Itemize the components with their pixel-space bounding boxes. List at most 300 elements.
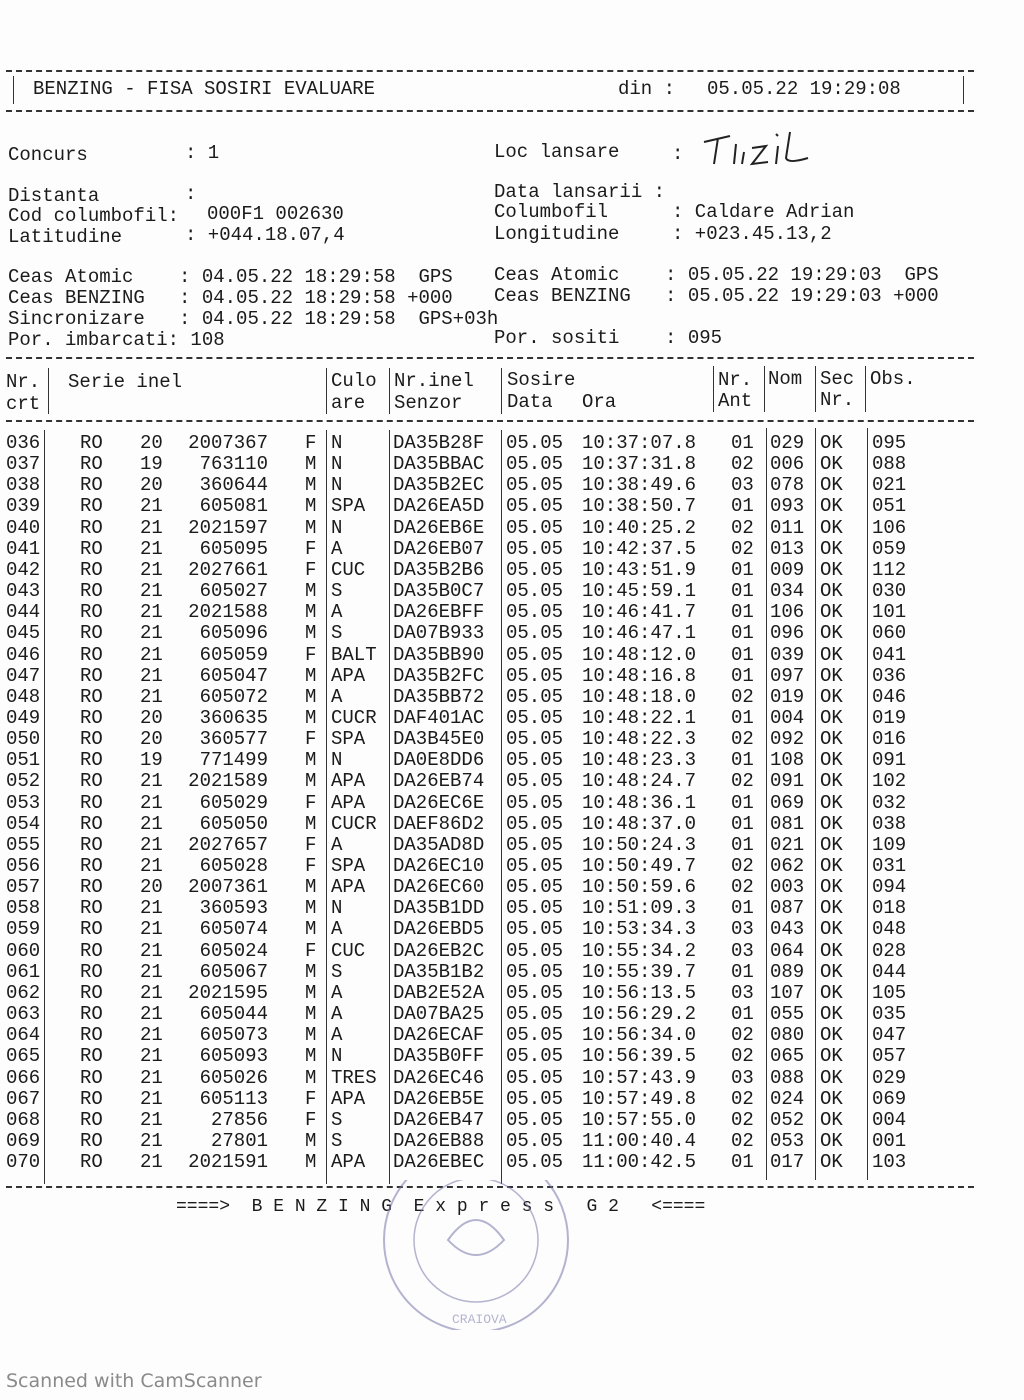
cell-yr: 21 <box>140 643 163 666</box>
col-data: Data <box>507 391 553 413</box>
cell-sec: OK <box>820 960 843 983</box>
cell-time: 10:56:39.5 <box>582 1045 697 1068</box>
cell-ring: 605095 <box>199 537 268 560</box>
cell-sec: OK <box>820 537 843 560</box>
cell-nr: 049 <box>6 706 41 729</box>
cell-ring: 605073 <box>199 1024 268 1047</box>
cell-obs: 059 <box>872 537 907 560</box>
cell-nom: 029 <box>770 432 805 454</box>
cell-yr: 21 <box>140 601 163 624</box>
cell-date: 05.05 <box>506 495 564 518</box>
cell-ring: 763110 <box>199 453 268 476</box>
cell-nom: 003 <box>770 876 805 899</box>
cell-nr: 040 <box>6 516 41 539</box>
table-row <box>0 981 1000 1005</box>
cell-ring: 605093 <box>199 1045 268 1068</box>
cell-date: 05.05 <box>506 558 564 581</box>
cell-time: 10:53:34.3 <box>582 918 697 941</box>
cell-nr: 037 <box>6 453 41 476</box>
cell-nr: 059 <box>6 918 41 941</box>
loc-lansare-colon: : <box>672 143 684 165</box>
cell-ring: 605044 <box>199 1003 268 1026</box>
cell-nr: 045 <box>6 622 41 645</box>
cell-time: 10:48:24.7 <box>582 770 697 793</box>
cell-sec: OK <box>820 876 843 899</box>
cell-time: 10:56:29.2 <box>582 1003 697 1026</box>
cell-ring: 605024 <box>199 939 268 962</box>
cell-ctry: RO <box>80 1129 103 1152</box>
cell-ring: 2021588 <box>188 601 268 624</box>
sync-line: Sincronizare : 04.05.22 18:29:58 GPS+03h <box>8 308 499 330</box>
cell-color: APA <box>331 664 366 687</box>
cell-sec: OK <box>820 622 843 645</box>
cell-sex: M <box>305 706 317 729</box>
cell-time: 10:55:39.7 <box>582 960 697 983</box>
body-bar-4 <box>501 430 502 1184</box>
cell-sec: OK <box>820 749 843 772</box>
cell-time: 10:46:47.1 <box>582 622 697 645</box>
cell-nr: 036 <box>6 432 41 454</box>
cell-sec: OK <box>820 558 843 581</box>
cell-nr: 062 <box>6 981 41 1004</box>
cell-nr: 044 <box>6 601 41 624</box>
cell-color: A <box>331 601 343 624</box>
col-obs: Obs. <box>870 368 916 390</box>
cell-yr: 20 <box>140 728 163 751</box>
cell-time: 10:37:31.8 <box>582 453 697 476</box>
cell-yr: 21 <box>140 622 163 645</box>
cell-ctry: RO <box>80 1003 103 1026</box>
cell-color: A <box>331 833 343 856</box>
cell-ant: 02 <box>731 876 754 899</box>
cell-sensor: DA35BB72 <box>393 685 485 708</box>
cell-nom: 019 <box>770 685 805 708</box>
cell-sensor: DA35AD8D <box>393 833 485 856</box>
cell-nom: 039 <box>770 643 805 666</box>
cell-date: 05.05 <box>506 855 564 877</box>
cell-sensor: DA35BBAC <box>393 453 485 476</box>
cell-ctry: RO <box>80 939 103 962</box>
cell-nr: 067 <box>6 1087 41 1110</box>
cell-nr: 068 <box>6 1108 41 1131</box>
cell-sex: F <box>305 855 317 877</box>
cell-sensor: DA35B2EC <box>393 474 485 497</box>
cell-sensor: DA35B2B6 <box>393 558 485 581</box>
cell-ring: 605047 <box>199 664 268 687</box>
cell-time: 10:51:09.3 <box>582 897 697 920</box>
cell-yr: 20 <box>140 876 163 899</box>
table-row <box>0 1108 1000 1132</box>
table-row <box>0 537 1000 561</box>
cell-ant: 03 <box>731 1066 754 1089</box>
cell-sec: OK <box>820 706 843 729</box>
cell-ctry: RO <box>80 495 103 518</box>
table-row <box>0 751 1000 772</box>
table-row <box>0 920 1000 941</box>
cell-time: 10:48:22.1 <box>582 706 697 729</box>
cell-time: 10:48:16.8 <box>582 664 697 687</box>
cell-sex: M <box>305 1045 317 1068</box>
cell-color: CUC <box>331 558 366 581</box>
cell-yr: 21 <box>140 1024 163 1047</box>
hdr-bar-4 <box>501 368 502 414</box>
cell-yr: 21 <box>140 812 163 835</box>
cell-sec: OK <box>820 1003 843 1026</box>
body-bar-2 <box>326 430 327 1184</box>
clock-atomic-end: Ceas Atomic : 05.05.22 19:29:03 GPS <box>494 264 939 286</box>
cell-nom: 093 <box>770 495 805 518</box>
top-dashed-line <box>6 70 974 72</box>
cell-date: 05.05 <box>506 728 564 751</box>
cell-sec: OK <box>820 1129 843 1152</box>
table-row <box>0 899 1000 920</box>
cell-sex: F <box>305 791 317 814</box>
embarked-count: Por. imbarcati: 108 <box>8 329 225 351</box>
cell-yr: 21 <box>140 1045 163 1068</box>
cell-time: 10:46:41.7 <box>582 601 697 624</box>
table-row <box>0 1129 1000 1153</box>
cell-ant: 02 <box>731 1108 754 1131</box>
hdr-bar-1 <box>48 368 49 414</box>
cell-ant: 01 <box>731 622 754 645</box>
cell-date: 05.05 <box>506 1151 564 1174</box>
cell-sensor: DA26EC10 <box>393 855 485 877</box>
cell-sec: OK <box>820 1151 843 1174</box>
hdr-bar-3 <box>389 368 390 414</box>
cell-nom: 065 <box>770 1045 805 1068</box>
cell-nom: 004 <box>770 706 805 729</box>
cell-time: 10:57:43.9 <box>582 1066 697 1089</box>
cell-ant: 02 <box>731 770 754 793</box>
cell-sex: M <box>305 516 317 539</box>
cell-sex: M <box>305 664 317 687</box>
cell-ctry: RO <box>80 706 103 729</box>
cell-yr: 21 <box>140 981 163 1004</box>
table-row <box>0 476 1000 497</box>
cell-yr: 21 <box>140 558 163 581</box>
cell-ctry: RO <box>80 1087 103 1110</box>
cell-ctry: RO <box>80 432 103 454</box>
cell-time: 10:40:25.2 <box>582 516 697 539</box>
cell-sec: OK <box>820 685 843 708</box>
cell-ant: 02 <box>731 453 754 476</box>
table-row <box>0 1087 1000 1111</box>
table-row <box>0 1153 1000 1174</box>
report-date-value: 05.05.22 19:29:08 <box>707 78 901 100</box>
cell-date: 05.05 <box>506 791 564 814</box>
cell-color: CUC <box>331 939 366 962</box>
cell-color: CUCR <box>331 812 377 835</box>
cell-color: A <box>331 537 343 560</box>
cell-date: 05.05 <box>506 474 564 497</box>
table-row <box>0 582 1000 603</box>
cell-ant: 02 <box>731 1087 754 1110</box>
cell-nom: 062 <box>770 855 805 877</box>
table-row <box>0 878 1000 899</box>
cell-sensor: DA0E8DD6 <box>393 749 485 772</box>
table-row <box>0 643 1000 667</box>
cell-sensor: DA26EC46 <box>393 1066 485 1089</box>
cell-nom: 108 <box>770 749 805 772</box>
cell-nr: 060 <box>6 939 41 962</box>
cell-ctry: RO <box>80 537 103 560</box>
cell-date: 05.05 <box>506 432 564 454</box>
cell-nom: 006 <box>770 453 805 476</box>
table-row <box>0 812 1000 836</box>
cell-sex: M <box>305 749 317 772</box>
cell-sex: F <box>305 1108 317 1131</box>
cell-ctry: RO <box>80 601 103 624</box>
cell-ring: 605113 <box>199 1087 268 1110</box>
cell-ant: 01 <box>731 495 754 518</box>
cell-sex: F <box>305 939 317 962</box>
title-right-bar <box>963 76 964 104</box>
cell-time: 10:42:37.5 <box>582 537 697 560</box>
cell-obs: 028 <box>872 939 907 962</box>
cell-sensor: DA26EB5E <box>393 1087 485 1110</box>
cell-nr: 047 <box>6 664 41 687</box>
cell-sensor: DA35B1B2 <box>393 960 485 983</box>
cell-ctry: RO <box>80 728 103 751</box>
cell-nr: 038 <box>6 474 41 497</box>
cell-sensor: DA26EBFF <box>393 601 485 624</box>
cell-date: 05.05 <box>506 622 564 645</box>
cell-ring: 605096 <box>199 622 268 645</box>
body-bar-1 <box>44 430 45 1184</box>
hdr-bar-2 <box>326 368 327 414</box>
cell-ant: 01 <box>731 749 754 772</box>
hdr-bar-5 <box>713 366 714 412</box>
cell-sensor: DAF401AC <box>393 706 485 729</box>
cell-time: 10:37:07.8 <box>582 432 697 454</box>
cell-date: 05.05 <box>506 981 564 1004</box>
cell-sex: M <box>305 981 317 1004</box>
cell-ring: 605026 <box>199 1066 268 1089</box>
cod-columbofil-label: Cod columbofil: <box>8 205 180 227</box>
cell-nom: 034 <box>770 580 805 603</box>
longitude-label: Longitudine <box>494 223 620 245</box>
cell-nr: 058 <box>6 897 41 920</box>
concurs-label: Concurs <box>8 144 88 166</box>
cell-nr: 061 <box>6 960 41 983</box>
cell-ring: 605074 <box>199 918 268 941</box>
cell-ring: 605067 <box>199 960 268 983</box>
cell-date: 05.05 <box>506 537 564 560</box>
cell-color: CUCR <box>331 706 377 729</box>
cell-nom: 009 <box>770 558 805 581</box>
cell-sensor: DA35B0C7 <box>393 580 485 603</box>
cell-obs: 041 <box>872 643 907 666</box>
cell-date: 05.05 <box>506 812 564 835</box>
cell-color: A <box>331 1024 343 1047</box>
cell-sec: OK <box>820 580 843 603</box>
col-sec-2: Nr. <box>820 389 855 411</box>
data-lansarii-label: Data lansarii : <box>494 181 666 203</box>
cell-sensor: DA35B0FF <box>393 1045 485 1068</box>
cell-nom: 097 <box>770 664 805 687</box>
hdr-bar-8 <box>865 366 866 412</box>
cell-ctry: RO <box>80 558 103 581</box>
cell-ring: 605059 <box>199 643 268 666</box>
cell-nr: 055 <box>6 833 41 856</box>
cell-sex: F <box>305 728 317 751</box>
cell-obs: 105 <box>872 981 907 1004</box>
col-sec-1: Sec <box>820 368 855 390</box>
cell-sec: OK <box>820 728 843 751</box>
cell-nr: 050 <box>6 728 41 751</box>
col-nom: Nom <box>768 368 803 390</box>
cell-date: 05.05 <box>506 664 564 687</box>
cell-color: N <box>331 749 343 772</box>
cell-date: 05.05 <box>506 685 564 708</box>
cell-color: A <box>331 685 343 708</box>
cell-ctry: RO <box>80 855 103 877</box>
cell-ant: 01 <box>731 791 754 814</box>
cell-nom: 080 <box>770 1024 805 1047</box>
cell-date: 05.05 <box>506 770 564 793</box>
col-culoare-2: are <box>331 392 366 414</box>
body-bar-5 <box>766 428 767 1180</box>
cell-sex: F <box>305 643 317 666</box>
cell-obs: 021 <box>872 474 907 497</box>
cell-ctry: RO <box>80 453 103 476</box>
cell-ctry: RO <box>80 981 103 1004</box>
cell-nom: 092 <box>770 728 805 751</box>
cell-sensor: DA26EC60 <box>393 876 485 899</box>
cell-date: 05.05 <box>506 1024 564 1047</box>
longitude-value: : +023.45.13,2 <box>672 223 832 245</box>
latitude-value: : +044.18.07,4 <box>185 224 345 246</box>
cell-obs: 101 <box>872 601 907 624</box>
cell-date: 05.05 <box>506 749 564 772</box>
cell-sec: OK <box>820 770 843 793</box>
table-row <box>0 833 1000 857</box>
cell-yr: 19 <box>140 453 163 476</box>
cell-obs: 019 <box>872 706 907 729</box>
col-ant-1: Nr. <box>718 369 753 391</box>
cell-nom: 081 <box>770 812 805 835</box>
cell-color: S <box>331 1108 343 1131</box>
cell-ant: 01 <box>731 833 754 856</box>
cell-sex: M <box>305 1024 317 1047</box>
cell-date: 05.05 <box>506 833 564 856</box>
title-left-bar <box>13 76 14 104</box>
clock-atomic-start: Ceas Atomic : 04.05.22 18:29:58 GPS <box>8 266 453 288</box>
cell-nr: 066 <box>6 1066 41 1089</box>
cell-date: 05.05 <box>506 643 564 666</box>
cell-sex: M <box>305 580 317 603</box>
table-row <box>0 730 1000 751</box>
cell-sensor: DA26EB07 <box>393 537 485 560</box>
clock-benzing-end: Ceas BENZING : 05.05.22 19:29:03 +000 <box>494 285 939 307</box>
cell-ctry: RO <box>80 474 103 497</box>
cell-sex: M <box>305 601 317 624</box>
cell-ant: 01 <box>731 897 754 920</box>
cell-date: 05.05 <box>506 601 564 624</box>
cell-date: 05.05 <box>506 960 564 983</box>
cell-sensor: DA26EC6E <box>393 791 485 814</box>
cell-time: 10:50:59.6 <box>582 876 697 899</box>
cell-obs: 069 <box>872 1087 907 1110</box>
cell-sex: M <box>305 1151 317 1174</box>
cell-nr: 051 <box>6 749 41 772</box>
cell-ctry: RO <box>80 791 103 814</box>
cell-sec: OK <box>820 1108 843 1131</box>
cell-time: 10:56:13.5 <box>582 981 697 1004</box>
cell-sex: F <box>305 537 317 560</box>
cell-yr: 20 <box>140 474 163 497</box>
cell-sensor: DA35B2FC <box>393 664 485 687</box>
arrived-count: Por. sositi : 095 <box>494 327 723 349</box>
cell-obs: 095 <box>872 432 907 454</box>
cell-yr: 21 <box>140 918 163 941</box>
cell-date: 05.05 <box>506 1045 564 1068</box>
cell-ring: 2007361 <box>188 876 268 899</box>
cell-sensor: DAB2E52A <box>393 981 485 1004</box>
cell-ant: 02 <box>731 537 754 560</box>
cell-ant: 02 <box>731 1045 754 1068</box>
cell-obs: 112 <box>872 558 907 581</box>
cell-ring: 2027657 <box>188 833 268 856</box>
cell-obs: 029 <box>872 1066 907 1089</box>
cell-ctry: RO <box>80 1151 103 1174</box>
distanta-label: Distanta <box>8 185 100 207</box>
cell-sex: M <box>305 812 317 835</box>
cell-time: 10:48:22.3 <box>582 728 697 751</box>
cell-ant: 01 <box>731 706 754 729</box>
cell-ant: 02 <box>731 1024 754 1047</box>
cell-sex: F <box>305 833 317 856</box>
cell-ring: 360577 <box>199 728 268 751</box>
cell-yr: 21 <box>140 1129 163 1152</box>
cell-time: 10:48:23.3 <box>582 749 697 772</box>
cell-nom: 013 <box>770 537 805 560</box>
cell-nr: 056 <box>6 855 41 877</box>
cell-sensor: DA26EB6E <box>393 516 485 539</box>
cell-sensor: DA35B1DD <box>393 897 485 920</box>
body-bar-7 <box>867 428 868 1180</box>
cell-obs: 036 <box>872 664 907 687</box>
cell-sensor: DA26EBD5 <box>393 918 485 941</box>
cell-sec: OK <box>820 453 843 476</box>
cell-obs: 004 <box>872 1108 907 1131</box>
cell-ctry: RO <box>80 1066 103 1089</box>
cell-sensor: DA26EBEC <box>393 1151 485 1174</box>
cell-ctry: RO <box>80 622 103 645</box>
cell-obs: 103 <box>872 1151 907 1174</box>
cell-nr: 057 <box>6 876 41 899</box>
cell-obs: 106 <box>872 516 907 539</box>
table-row <box>0 558 1000 582</box>
clock-benzing-start: Ceas BENZING : 04.05.22 18:29:58 +000 <box>8 287 453 309</box>
cell-color: APA <box>331 791 366 814</box>
cell-nom: 096 <box>770 622 805 645</box>
benzing-footer: ====> B E N Z I N G E x p r e s s G 2 <==== <box>176 1197 706 1217</box>
cell-sex: M <box>305 1129 317 1152</box>
cell-time: 11:00:40.4 <box>582 1129 697 1152</box>
cell-sensor: DA26ECAF <box>393 1024 485 1047</box>
cell-nr: 065 <box>6 1045 41 1068</box>
col-sosire: Sosire <box>507 369 576 391</box>
cell-date: 05.05 <box>506 580 564 603</box>
cell-ant: 01 <box>731 601 754 624</box>
cell-sex: F <box>305 432 317 454</box>
cell-ctry: RO <box>80 1108 103 1131</box>
cell-nom: 088 <box>770 1066 805 1089</box>
cell-sec: OK <box>820 918 843 941</box>
cell-ant: 01 <box>731 1003 754 1026</box>
cell-yr: 21 <box>140 833 163 856</box>
